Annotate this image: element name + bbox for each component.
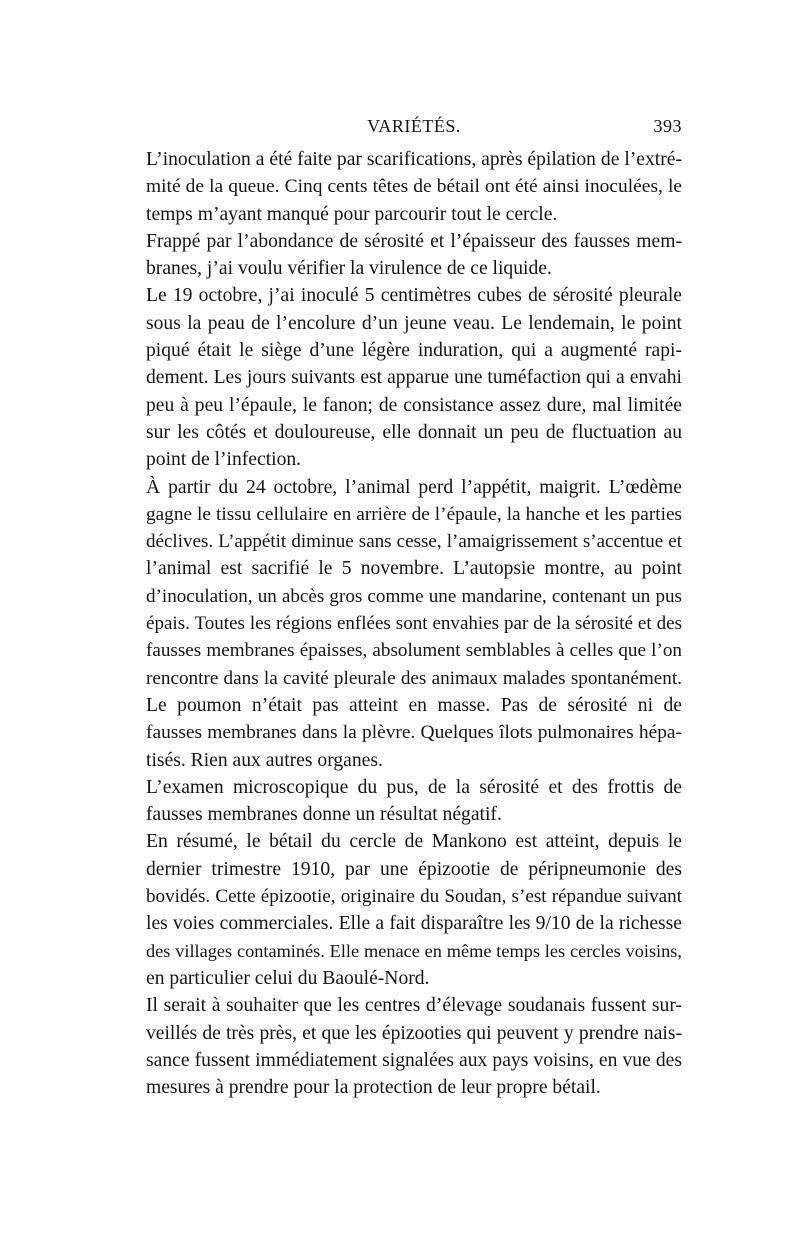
text-line: rencontre dans la cavité pleurale des animaux malades spontanément. xyxy=(146,667,682,689)
text-line: les voies commerciales. Elle a fait disparaître les 9/10 de la richesse xyxy=(146,913,682,935)
text-line: piqué était le siège d’une légère induration, qui a augmenté rapi- xyxy=(146,340,682,362)
page-number: 393 xyxy=(653,116,682,136)
paragraph xyxy=(146,282,682,473)
text-line: Le poumon n’était pas atteint en masse. Pas de sérosité ni de xyxy=(146,694,682,716)
text-line: mesures à prendre pour la protection de leur propre bétail. xyxy=(146,1077,601,1099)
text-line: sance fussent immédiatement signalées aux pays voisins, en vue des xyxy=(146,1049,682,1071)
paragraph xyxy=(146,774,682,829)
text-line: branes, j’ai voulu vérifier la virulence de ce liquide. xyxy=(146,258,552,280)
text-line: gagne le tissu cellulaire en arrière de l’épaule, la hanche et les parties xyxy=(146,503,682,525)
text-line: L’examen microscopique du pus, de la sérosité et des frottis de xyxy=(146,776,682,798)
text-line: d’inoculation, un abcès gros comme une mandarine, contenant un pus xyxy=(146,585,682,607)
paragraph xyxy=(146,474,682,692)
text-line: Il serait à souhaiter que les centres d’élevage soudanais fussent sur- xyxy=(146,995,682,1017)
text-line: point de l’infection. xyxy=(146,449,302,471)
text-line: épais. Toutes les régions enflées sont envahies par de la sérosité et des xyxy=(146,613,682,635)
body-text xyxy=(146,146,682,1101)
text-line: fausses membranes épaisses, absolument semblables à celles que l’on xyxy=(146,640,682,662)
text-line: veillés de très près, et que les épizooties qui peuvent y prendre nais- xyxy=(146,1022,682,1044)
text-line: bovidés. Cette épizootie, originaire du Soudan, s’est répandue suivant xyxy=(146,886,682,908)
paragraph xyxy=(146,228,682,283)
text-line: tisés. Rien aux autres organes. xyxy=(146,749,383,771)
text-line: sous la peau de l’encolure d’un jeune veau. Le lendemain, le point xyxy=(146,312,682,334)
text-line: fausses membranes dans la plèvre. Quelques îlots pulmonaires hépa- xyxy=(146,722,682,744)
text-line: sur les côtés et douloureuse, elle donnait un peu de fluctuation au xyxy=(146,421,682,443)
text-line: dernier trimestre 1910, par une épizootie de péripneumonie des xyxy=(146,858,682,880)
text-line: des villages contaminés. Elle menace en même temps les cercles voisins, xyxy=(146,940,682,961)
text-line: déclives. L’appétit diminue sans cesse, l’amaigrissement s’accentue et xyxy=(146,531,682,553)
text-line: peu à peu l’épaule, le fanon; de consistance assez dure, mal limitée xyxy=(146,394,682,416)
paragraph xyxy=(146,692,682,774)
text-line: À partir du 24 octobre, l’animal perd l’appétit, maigrit. L’œdème xyxy=(146,476,682,498)
running-header xyxy=(146,116,682,144)
paragraph xyxy=(146,992,682,1101)
text-line: dement. Les jours suivants est apparue une tuméfaction qui a envahi xyxy=(146,367,682,389)
text-line: fausses membranes donne un résultat négatif. xyxy=(146,804,502,826)
text-line: l’animal est sacrifié le 5 novembre. L’autopsie montre, au point xyxy=(146,558,682,580)
paragraph xyxy=(146,146,682,228)
text-line: mité de la queue. Cinq cents têtes de bétail ont été ainsi inoculées, le xyxy=(146,176,682,198)
text-line: Frappé par l’abondance de sérosité et l’épaisseur des fausses mem- xyxy=(146,230,682,252)
text-line: en particulier celui du Baoulé-Nord. xyxy=(146,967,430,989)
text-line: L’inoculation a été faite par scarifications, après épilation de l’extré- xyxy=(146,149,682,170)
text-line: temps m’ayant manqué pour parcourir tout le cercle. xyxy=(146,203,558,225)
text-line: Le 19 octobre, j’ai inoculé 5 centimètres cubes de sérosité pleurale xyxy=(146,285,682,307)
paragraph xyxy=(146,828,682,992)
running-title: VARIÉTÉS. xyxy=(367,116,461,136)
text-line: En résumé, le bétail du cercle de Mankono est atteint, depuis le xyxy=(146,831,682,853)
